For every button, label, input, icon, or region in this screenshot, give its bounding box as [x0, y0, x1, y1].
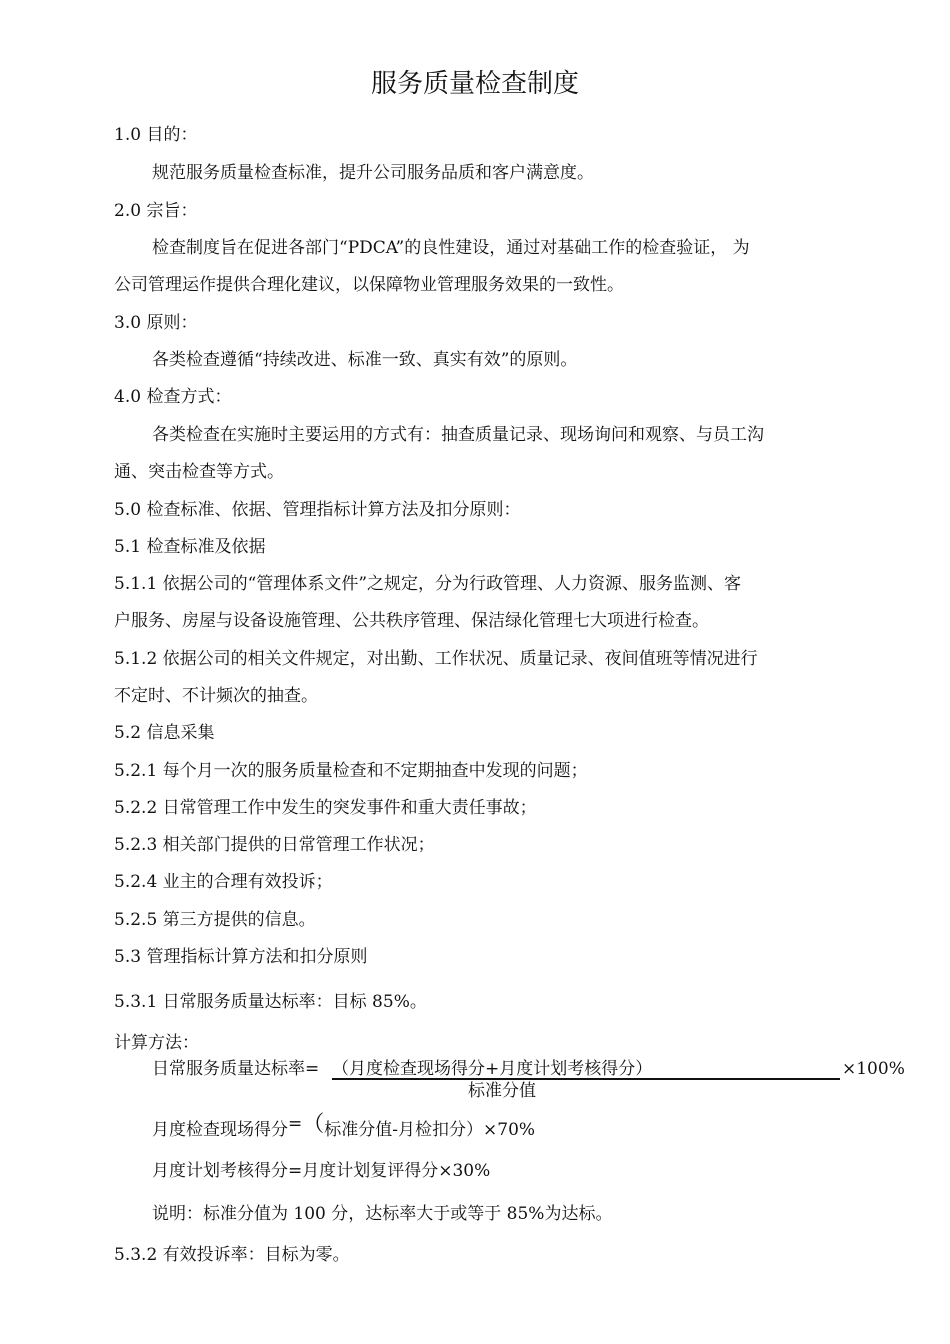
formula-line: 月度计划考核得分=月度计划复评得分×30% [152, 1161, 491, 1181]
list-item: 5.2.4 业主的合理有效投诉； [114, 872, 333, 892]
formula2-rest: 标准分值-月检扣分）×70% [324, 1120, 536, 1140]
section-heading: 4.0 检查方式： [114, 387, 232, 407]
paragraph-line: 户服务、房屋与设备设施管理、公共秩序管理、保洁绿化管理七大项进行检查。 [114, 611, 709, 631]
document-title: 服务质量检查制度 [370, 69, 579, 99]
formula-lhs: 日常服务质量达标率= [152, 1059, 320, 1079]
subsection-heading: 5.2 信息采集 [114, 723, 215, 743]
formula-numerator: （月度检查现场得分+月度计划考核得分） [332, 1056, 840, 1080]
section-heading: 1.0 目的： [114, 125, 198, 145]
list-item: 5.2.3 相关部门提供的日常管理工作状况； [114, 835, 435, 855]
formula-multiplier: ×100% [842, 1059, 905, 1079]
paragraph-line: 计算方法： [114, 1033, 199, 1053]
formula-denominator: 标准分值 [468, 1081, 536, 1101]
section-heading: 2.0 宗旨： [114, 201, 198, 221]
subsection-heading: 5.1 检查标准及依据 [114, 537, 266, 557]
paragraph-line: 5.3.2 有效投诉率：目标为零。 [114, 1245, 350, 1265]
list-item: 5.2.5 第三方提供的信息。 [114, 910, 316, 930]
paragraph-line: 5.1.1 依据公司的“管理体系文件”之规定，分为行政管理、人力资源、服务监测、客 [114, 574, 742, 594]
compliance-rate-formula [152, 1056, 905, 1106]
paragraph-line: 公司管理运作提供合理化建议，以保障物业管理服务效果的一致性。 [114, 275, 624, 295]
list-item: 5.2.1 每个月一次的服务质量检查和不定期抽查中发现的问题； [114, 761, 588, 781]
paragraph-line: 不定时、不计频次的抽查。 [114, 686, 318, 706]
onsite-score-formula [152, 1112, 536, 1143]
paragraph-line: 检查制度旨在促进各部门“PDCA”的良性建设，通过对基础工作的检查验证， 为 [152, 238, 750, 258]
section-heading: 3.0 原则： [114, 313, 198, 333]
paragraph-line: 5.3.1 日常服务质量达标率：目标 85%。 [114, 992, 427, 1012]
paragraph-line: 各类检查在实施时主要运用的方式有：抽查质量记录、现场询问和观察、与员工沟 [152, 425, 764, 445]
list-item: 5.2.2 日常管理工作中发生的突发事件和重大责任事故； [114, 798, 537, 818]
paragraph-line: 5.1.2 依据公司的相关文件规定，对出勤、工作状况、质量记录、夜间值班等情况进行 [114, 649, 758, 669]
formula2-lhs: 月度检查现场得分 [152, 1120, 288, 1140]
paragraph-line: 规范服务质量检查标准，提升公司服务品质和客户满意度。 [152, 163, 594, 183]
formula2-paren: （ [302, 1112, 325, 1137]
paragraph-line: 通、突击检查等方式。 [114, 462, 284, 482]
paragraph-line: 各类检查遵循“持续改进、标准一致、真实有效”的原则。 [152, 350, 578, 370]
section-heading: 5.0 检查标准、依据、管理指标计算方法及扣分原则： [114, 500, 521, 520]
note-line: 说明：标准分值为 100 分，达标率大于或等于 85%为达标。 [152, 1204, 613, 1224]
subsection-heading: 5.3 管理指标计算方法和扣分原则 [114, 947, 368, 967]
formula2-equals: = [288, 1114, 303, 1134]
